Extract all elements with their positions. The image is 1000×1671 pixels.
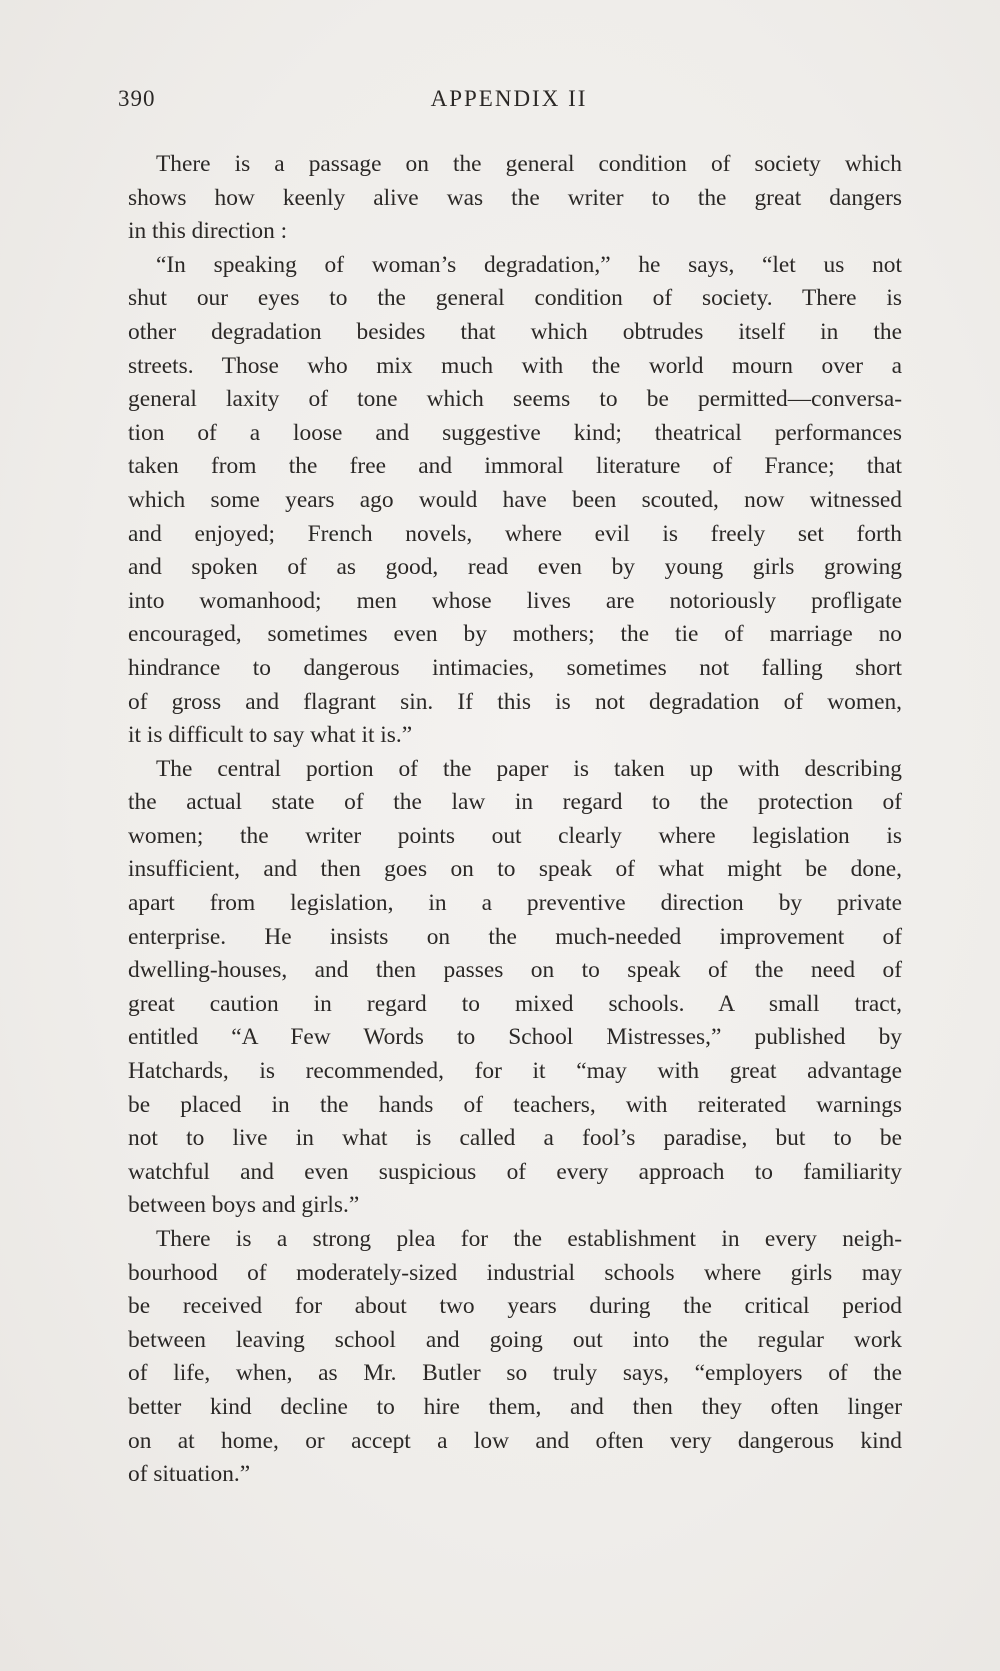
page-number: 390 [118, 86, 156, 111]
text-line: watchful and even suspicious of every approach to familiarity [128, 1158, 902, 1185]
text-line: enterprise. He insists on the much-needed improvement of [128, 923, 902, 950]
text-line: shut our eyes to the general condition of society. There is [128, 285, 902, 312]
text-line: of situation.” [128, 1461, 251, 1488]
paragraph-1 [128, 148, 902, 249]
text-line: of gross and flagrant sin. If this is not degradation of women, [128, 688, 902, 715]
text-line: be received for about two years during the critical period [128, 1293, 902, 1320]
text-line: “In speaking of woman’s degradation,” he says, “let us not [156, 251, 902, 278]
text-line: on at home, or accept a low and often very dangerous kind [128, 1427, 902, 1454]
paragraph-3 [128, 753, 902, 1223]
text-line: general laxity of tone which seems to be permitted—conversa- [128, 386, 902, 413]
text-line: Hatchards, is recommended, for it “may with great advantage [128, 1058, 902, 1085]
text-line: tion of a loose and suggestive kind; theatrical performances [128, 419, 902, 446]
text-line: great caution in regard to mixed schools. A small tract, [128, 990, 902, 1017]
text-line: be placed in the hands of teachers, with reiterated warnings [128, 1091, 902, 1118]
text-line: better kind decline to hire them, and then they often linger [128, 1393, 902, 1420]
text-line: shows how keenly alive was the writer to the great dangers [128, 184, 902, 211]
running-header [118, 82, 900, 118]
text-line: hindrance to dangerous intimacies, sometimes not falling short [128, 654, 902, 681]
running-title: APPENDIX II [430, 86, 588, 111]
text-line: the actual state of the law in regard to the protection of [128, 789, 902, 816]
text-line: and spoken of as good, read even by young girls growing [128, 554, 902, 581]
text-line: streets. Those who mix much with the world mourn over a [128, 352, 902, 379]
text-line: and enjoyed; French novels, where evil is freely set forth [128, 520, 902, 547]
text-line: other degradation besides that which obtrudes itself in the [128, 318, 902, 345]
text-line: taken from the free and immoral literature of France; that [128, 453, 902, 480]
text-line: insufficient, and then goes on to speak of what might be done, [128, 856, 902, 883]
text-line: encouraged, sometimes even by mothers; the tie of marriage no [128, 621, 902, 648]
text-line: into womanhood; men whose lives are notoriously profligate [128, 587, 902, 614]
text-line: not to live in what is called a fool’s paradise, but to be [128, 1125, 902, 1152]
text-line: entitled “A Few Words to School Mistresses,” published by [128, 1024, 902, 1051]
text-line: apart from legislation, in a preventive direction by private [128, 890, 902, 917]
body-text [128, 148, 902, 1492]
paragraph-4 [128, 1223, 902, 1492]
text-line: bourhood of moderately-sized industrial schools where girls may [128, 1259, 902, 1286]
text-line: in this direction : [128, 218, 288, 245]
paragraph-2 [128, 249, 902, 753]
text-line: women; the writer points out clearly where legislation is [128, 822, 902, 849]
text-line: between boys and girls.” [128, 1192, 360, 1219]
text-line: dwelling-houses, and then passes on to speak of the need of [128, 957, 902, 984]
text-line: which some years ago would have been scouted, now witnessed [128, 486, 902, 513]
text-line: The central portion of the paper is taken up with describing [156, 755, 902, 782]
text-line: it is difficult to say what it is.” [128, 722, 413, 749]
text-line: There is a strong plea for the establishment in every neigh- [156, 1226, 902, 1252]
text-line: There is a passage on the general condition of society which [156, 151, 902, 177]
text-line: of life, when, as Mr. Butler so truly says, “employers of the [128, 1360, 902, 1387]
text-line: between leaving school and going out into the regular work [128, 1326, 902, 1353]
